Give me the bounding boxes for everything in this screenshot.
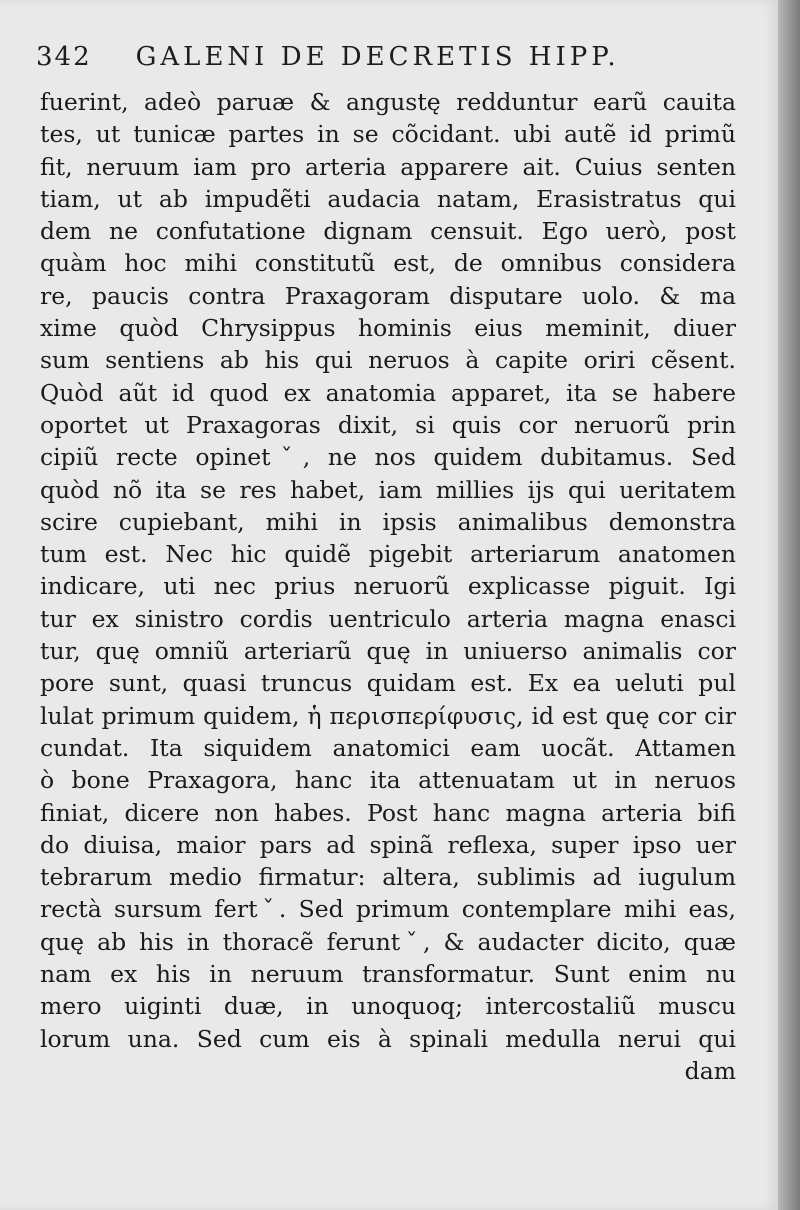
text-line: quòd nõ ita se res habet, iam millies ijs qui ueritatem — [40, 475, 736, 504]
text-line: tiam, ut ab impudẽti audacia natam, Erasistratus qui — [40, 184, 736, 213]
text-line: fuerint, adeò paruæ & angustę redduntur earũ cauita — [40, 88, 736, 116]
text-line: fit, neruum iam pro arteria apparere ait. Cuius senten — [40, 152, 736, 181]
body-text — [40, 86, 736, 1087]
text-line: cundat. Ita siquidem anatomici eam uocãt. Attamen — [40, 733, 736, 762]
text-line: xime quòd Chrysippus hominis eius meminit, diuer — [40, 314, 736, 343]
text-line: re, paucis contra Praxagoram disputare uolo. & ma — [40, 281, 736, 310]
text-line: nam ex his in neruum transformatur. Sunt enim nu — [40, 960, 736, 989]
text-line: scire cupiebant, mihi in ipsis animalibus demonstra — [40, 507, 736, 536]
text-line: quę ab his in thoracẽ feruntˇ, & audacter dicito, quæ — [40, 927, 736, 956]
text-line: lulat primum quidem, ἡ περισπερίφυσις, id est quę cor cir — [40, 701, 736, 730]
text-line: do diuisa, maior pars ad spinã reflexa, super ipso uer — [40, 830, 736, 859]
text-line: lorum una. Sed cum eis à spinali medulla nerui qui — [40, 1024, 736, 1053]
book-gutter-shadow — [778, 0, 800, 1210]
text-line: tur ex sinistro cordis uentriculo arteria magna enasci — [40, 604, 736, 633]
page-number: 342 — [36, 42, 92, 72]
text-line: tes, ut tunicæ partes in se cõcidant. ubi autẽ id primũ — [40, 120, 736, 149]
text-line: sum sentiens ab his qui neruos à capite oriri cẽsent. — [40, 346, 736, 375]
text-line: cipiũ recte opinetˇ, ne nos quidem dubitamus. Sed — [40, 443, 736, 472]
text-line: Quòd aũt id quod ex anatomia apparet, ita se habere — [40, 378, 736, 407]
text-line: pore sunt, quasi truncus quidam est. Ex ea ueluti pul — [40, 669, 736, 698]
text-line: quàm hoc mihi constitutũ est, de omnibus considera — [40, 249, 736, 278]
text-line: tebrarum medio firmatur: altera, sublimis ad iugulum — [40, 863, 736, 892]
text-line: mero uiginti duæ, in unoquoq; intercostaliũ muscu — [40, 992, 736, 1021]
text-line: ò bone Praxagora, hanc ita attenuatam ut in neruos — [40, 766, 736, 795]
running-header — [36, 42, 736, 78]
text-line: indicare, uti nec prius neruorũ explicasse piguit. Igi — [40, 572, 736, 601]
running-title: GALENI DE DECRETIS HIPP. — [135, 42, 620, 72]
text-line: rectà sursum fertˇ. Sed primum contemplare mihi eas, — [40, 895, 736, 924]
text-line: finiat, dicere non habes. Post hanc magna arteria bifi — [40, 798, 736, 827]
text-line: tum est. Nec hic quidẽ pigebit arteriarum anatomen — [40, 540, 736, 569]
text-line: tur, quę omniũ arteriarũ quę in uniuerso animalis cor — [40, 637, 736, 666]
text-line: dem ne confutatione dignam censuit. Ego uerò, post — [40, 217, 736, 246]
text-line: oportet ut Praxagoras dixit, si quis cor neruorũ prin — [40, 410, 736, 439]
catchword: dam — [684, 1056, 736, 1085]
